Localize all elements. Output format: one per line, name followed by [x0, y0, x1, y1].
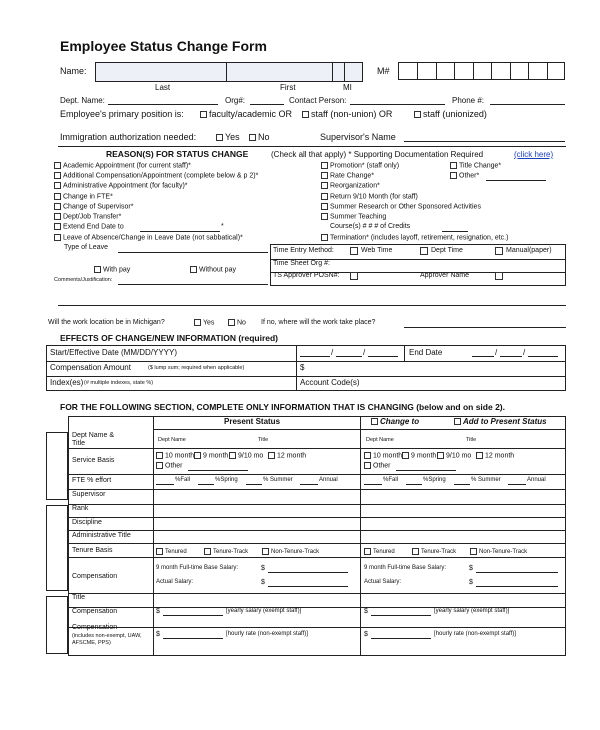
checkbox[interactable] — [450, 172, 457, 179]
reasons-heading: REASON(S) FOR STATUS CHANGE — [106, 149, 249, 159]
click-here-link[interactable]: (click here) — [514, 150, 554, 159]
checkbox[interactable] — [437, 452, 444, 459]
checkbox[interactable] — [268, 452, 275, 459]
side-box-3 — [46, 596, 68, 654]
michigan-no[interactable]: No — [228, 319, 246, 326]
date-sep: / — [495, 348, 498, 357]
present-summer-field[interactable] — [246, 484, 262, 485]
faculty-option[interactable]: faculty/academic OR — [200, 109, 292, 119]
other-field[interactable] — [486, 180, 546, 181]
new-yearly-label: [yearly salary (exempt staff)] — [434, 608, 510, 614]
name-label: Name: — [60, 66, 87, 76]
present-sb-12[interactable]: 12 month — [268, 452, 306, 459]
reason-fte[interactable]: Change in FTE* — [54, 193, 113, 200]
reason-termination[interactable]: Termination* (includes layoff, retirement, resignation, etc.) — [321, 234, 508, 241]
comments-label: Comments/Justification: — [54, 277, 113, 283]
immigration-no-checkbox[interactable] — [249, 134, 256, 141]
new-annual-label: Annual — [527, 477, 546, 483]
work-location-field[interactable] — [404, 327, 566, 328]
rank-label: Rank — [72, 505, 89, 512]
new-actual-dollar: $ — [469, 579, 473, 586]
end-month[interactable] — [472, 356, 494, 357]
phone-field[interactable] — [490, 104, 565, 105]
start-date-label: Start/Effective Date (MM/DD/YYYY) — [50, 348, 177, 357]
checkbox[interactable] — [321, 193, 328, 200]
supervisor-field[interactable] — [404, 141, 565, 142]
present-base-salary-field[interactable] — [268, 572, 348, 573]
reason-transfer[interactable]: Dept/Job Transfer* — [54, 213, 121, 220]
mi-label: MI — [343, 83, 352, 92]
m-number-field[interactable] — [398, 62, 565, 80]
title2-label: Title — [72, 594, 85, 601]
new-non-tenure-track[interactable]: Non-Tenure-Track — [470, 548, 527, 555]
checkbox[interactable] — [476, 452, 483, 459]
end-date-label: End Date — [409, 348, 443, 357]
date-sep: / — [363, 348, 366, 357]
add-present-header[interactable]: Add to Present Status — [454, 417, 547, 426]
present-tenured[interactable]: Tenured — [156, 548, 187, 555]
checkbox[interactable] — [262, 548, 269, 555]
present-actual-salary-label: Actual Salary: — [156, 579, 194, 585]
checkbox[interactable] — [204, 548, 211, 555]
immigration-label: Immigration authorization needed: — [60, 132, 197, 142]
michigan-label: Will the work location be in Michigan? — [48, 319, 165, 326]
title-label: Title — [72, 440, 85, 447]
comments-line[interactable] — [58, 305, 566, 306]
ts-approver-label: TS Approver POSN#: — [273, 272, 340, 279]
change-to-header[interactable]: Change to — [371, 417, 419, 426]
comp-amount-label: Compensation Amount — [50, 363, 131, 372]
checkbox[interactable] — [54, 223, 61, 230]
checkbox[interactable] — [194, 452, 201, 459]
reason-admin-appointment[interactable]: Administrative Appointment (for faculty)* — [54, 182, 188, 189]
present-sb-other[interactable]: Other — [156, 462, 183, 469]
present-summer-label: % Summer — [263, 477, 293, 483]
ts-approver-box[interactable] — [350, 272, 358, 280]
name-field[interactable] — [95, 62, 363, 82]
present-hourly-dollar: $ — [156, 631, 160, 638]
new-yearly-dollar: $ — [364, 608, 368, 615]
new-hourly-dollar: $ — [364, 631, 368, 638]
reasons-note: (Check all that apply) * Supporting Documentation Required — [271, 150, 484, 159]
reason-rate[interactable]: Rate Change* — [321, 172, 374, 179]
new-other-field[interactable] — [396, 470, 456, 471]
org-label: Org#: — [225, 96, 246, 105]
new-tenured[interactable]: Tenured — [364, 548, 395, 555]
reason-summer-research[interactable]: Summer Research or Other Sponsored Activities — [321, 203, 481, 210]
reason-extend-end[interactable]: Extend End Date to — [54, 223, 124, 230]
supervisor-row-label: Supervisor — [72, 491, 106, 498]
new-base-salary-field[interactable] — [476, 572, 558, 573]
type-of-leave-label: Type of Leave — [64, 244, 108, 251]
checkbox[interactable] — [54, 234, 61, 241]
index-note: (# multiple indexes, state %) — [84, 380, 154, 386]
present-fall-label: %Fall — [175, 477, 191, 483]
end-day[interactable] — [500, 356, 522, 357]
comp-nonexempt-note: (includes non-exempt, UAW, AFSCME, PPS) — [72, 633, 142, 646]
new-tenure-track[interactable]: Tenure-Track — [412, 548, 456, 555]
present-actual-dollar: $ — [261, 579, 265, 586]
web-time-label: Web Time — [361, 247, 393, 254]
reason-reorg[interactable]: Reorganization* — [321, 182, 380, 189]
immigration-yes-checkbox[interactable] — [216, 134, 223, 141]
contact-label: Contact Person: — [289, 96, 347, 105]
side-box-1 — [46, 432, 68, 500]
new-fall-field[interactable] — [364, 484, 382, 485]
michigan-yes[interactable]: Yes — [194, 319, 214, 326]
supervisor-label: Supervisor's Name — [320, 132, 396, 142]
date-sep: / — [523, 348, 526, 357]
present-spring-field[interactable] — [198, 484, 214, 485]
without-pay-option[interactable]: Without pay — [190, 266, 236, 273]
extend-end-date-field[interactable] — [140, 231, 220, 232]
new-sb-10[interactable]: 10 month — [364, 452, 402, 459]
checkbox[interactable] — [156, 462, 163, 469]
present-status-header: Present Status — [224, 417, 281, 426]
checkbox[interactable] — [94, 266, 101, 273]
new-dept-name-label: Dept Name — [366, 437, 394, 443]
extend-asterisk: * — [221, 223, 224, 230]
reason-return-9-10[interactable]: Return 9/10 Month (for staff) — [321, 193, 418, 200]
checkbox[interactable] — [371, 418, 378, 425]
checkbox[interactable] — [364, 462, 371, 469]
new-hourly-label: [hourly rate (non-exempt staff)] — [434, 631, 516, 637]
new-annual-field[interactable] — [508, 484, 526, 485]
new-summer-label: % Summer — [471, 477, 501, 483]
manual-label: Manual(paper) — [506, 247, 552, 254]
checkbox[interactable] — [54, 162, 61, 169]
new-actual-salary-label: Actual Salary: — [364, 579, 402, 585]
checkbox[interactable] — [156, 548, 163, 555]
reason-title-change[interactable]: Title Change* — [450, 162, 501, 169]
faculty-checkbox[interactable] — [200, 111, 207, 118]
new-hourly-field[interactable] — [371, 638, 431, 639]
new-spring-label: %Spring — [423, 477, 446, 483]
last-label: Last — [155, 83, 171, 92]
checkbox[interactable] — [54, 182, 61, 189]
new-yearly-field[interactable] — [371, 615, 431, 616]
new-sb-9[interactable]: 9 month — [402, 452, 436, 459]
effects-heading: EFFECTS OF CHANGE/NEW INFORMATION (required) — [60, 333, 279, 343]
checkbox[interactable] — [156, 452, 163, 459]
reason-academic[interactable]: Academic Appointment (for current staff)* — [54, 162, 191, 169]
present-hourly-field[interactable] — [163, 638, 223, 639]
type-of-leave-field[interactable] — [118, 252, 268, 253]
reason-additional-comp[interactable]: Additional Compensation/Appointment (complete below & p 2)* — [54, 172, 258, 179]
checkbox[interactable] — [321, 182, 328, 189]
present-other-field[interactable] — [188, 470, 248, 471]
immigration-yes[interactable]: Yes — [216, 132, 240, 142]
start-day[interactable] — [336, 356, 362, 357]
present-sb-9[interactable]: 9 month — [194, 452, 228, 459]
checkbox[interactable] — [321, 234, 328, 241]
new-sb-9-10[interactable]: 9/10 mo — [437, 452, 471, 459]
checkbox[interactable] — [412, 548, 419, 555]
start-month[interactable] — [300, 356, 330, 357]
present-yearly-label: [yearly salary (exempt staff)] — [226, 608, 302, 614]
reason-other[interactable]: Other* — [450, 172, 479, 179]
web-time-checkbox[interactable] — [350, 247, 358, 255]
first-label: First — [280, 83, 296, 92]
staff-union-checkbox[interactable] — [414, 111, 421, 118]
new-base-salary-label: 9 month Full-time Base Salary: — [364, 565, 447, 571]
present-annual-field[interactable] — [300, 484, 318, 485]
contact-field[interactable] — [350, 104, 445, 105]
checkbox[interactable] — [450, 162, 457, 169]
reason-promotion[interactable]: Promotion* (staff only) — [321, 162, 399, 169]
new-summer-field[interactable] — [454, 484, 470, 485]
present-actual-salary-field[interactable] — [268, 586, 348, 587]
approver-name-box[interactable] — [495, 272, 503, 280]
reason-supervisor[interactable]: Change of Supervisor* — [54, 203, 133, 210]
service-basis-label: Service Basis — [72, 457, 115, 464]
checkbox[interactable] — [54, 213, 61, 220]
checkbox[interactable] — [321, 172, 328, 179]
dept-name-label: Dept. Name: — [60, 96, 105, 105]
comments-field[interactable] — [118, 284, 268, 285]
discipline-label: Discipline — [72, 519, 102, 526]
reason-courses: Course(s) # # # of Credits — [330, 223, 411, 230]
checkbox[interactable] — [402, 452, 409, 459]
present-annual-label: Annual — [319, 477, 338, 483]
checkbox[interactable] — [321, 203, 328, 210]
position-label: Employee's primary position is: — [60, 109, 184, 119]
dept-time-checkbox[interactable] — [420, 247, 428, 255]
present-yearly-dollar: $ — [156, 608, 160, 615]
checkbox[interactable] — [54, 203, 61, 210]
reason-summer-teaching[interactable]: Summer Teaching — [321, 213, 386, 220]
checkbox[interactable] — [321, 213, 328, 220]
immigration-no[interactable]: No — [249, 132, 270, 142]
comp2-label: Compensation — [72, 608, 118, 615]
new-fall-label: %Fall — [383, 477, 399, 483]
present-non-tenure-track[interactable]: Non-Tenure-Track — [262, 548, 319, 555]
checkbox[interactable] — [54, 172, 61, 179]
present-spring-label: %Spring — [215, 477, 238, 483]
admin-title-label: Administrative Title — [72, 532, 131, 539]
index-label: Index(es) — [50, 378, 84, 387]
new-base-dollar: $ — [469, 565, 473, 572]
present-title-label: Title — [258, 437, 269, 443]
m-number-label: M# — [377, 66, 390, 76]
present-hourly-label: [hourly rate (non-exempt staff)] — [226, 631, 308, 637]
end-year[interactable] — [528, 356, 558, 357]
reason-leave[interactable]: Leave of Absence/Change in Leave Date (not sabbatical)* — [54, 234, 243, 241]
staff-nonunion-checkbox[interactable] — [302, 111, 309, 118]
checkbox[interactable] — [364, 452, 371, 459]
fte-label: FTE % effort — [72, 477, 112, 484]
new-spring-field[interactable] — [406, 484, 422, 485]
credits-field[interactable] — [442, 231, 468, 232]
present-base-salary-label: 9 month Full-time Base Salary: — [156, 565, 239, 571]
tenure-basis-label: Tenure Basis — [72, 547, 113, 554]
account-code-label: Account Code(s) — [300, 378, 360, 387]
checkbox[interactable] — [228, 319, 235, 326]
checkbox[interactable] — [364, 548, 371, 555]
staff-union-option[interactable]: staff (unionized) — [414, 109, 487, 119]
new-sb-12[interactable]: 12 month — [476, 452, 514, 459]
org-field[interactable] — [250, 104, 284, 105]
new-title-label: Title — [466, 437, 477, 443]
present-yearly-field[interactable] — [163, 615, 223, 616]
checkbox[interactable] — [470, 548, 477, 555]
comp-dollar: $ — [300, 363, 305, 372]
ts-org-label: Time Sheet Org #: — [273, 260, 330, 267]
form-title: Employee Status Change Form — [60, 38, 267, 54]
date-sep: / — [331, 348, 334, 357]
dept-name-title-label: Dept Name & — [72, 432, 115, 439]
with-pay-option[interactable]: With pay — [94, 266, 130, 273]
section2-heading: FOR THE FOLLOWING SECTION, COMPLETE ONLY INFORMATION THAT IS CHANGING (below and on side 2). — [60, 402, 505, 412]
checkbox[interactable] — [229, 452, 236, 459]
dept-name-field[interactable] — [108, 104, 218, 105]
present-tenure-track[interactable]: Tenure-Track — [204, 548, 248, 555]
comp-amount-note: ($ lump sum; required when applicable) — [148, 365, 245, 371]
compensation-label: Compensation — [72, 573, 118, 580]
checkbox[interactable] — [321, 162, 328, 169]
dept-time-label: Dept Time — [431, 247, 463, 254]
present-fall-field[interactable] — [156, 484, 174, 485]
comp3-label: Compensation — [72, 624, 118, 631]
checkbox[interactable] — [454, 418, 461, 425]
approver-name-label: Approver Name — [420, 272, 470, 279]
new-sb-other[interactable]: Other — [364, 462, 391, 469]
present-base-dollar: $ — [261, 565, 265, 572]
checkbox[interactable] — [190, 266, 197, 273]
side-box-2 — [46, 505, 68, 591]
staff-nonunion-option[interactable]: staff (non-union) OR — [302, 109, 392, 119]
phone-label: Phone #: — [452, 96, 485, 105]
checkbox[interactable] — [54, 193, 61, 200]
present-sb-10[interactable]: 10 month — [156, 452, 194, 459]
checkbox[interactable] — [194, 319, 201, 326]
present-dept-name-label: Dept Name — [158, 437, 186, 443]
michigan-followup: If no, where will the work take place? — [261, 319, 376, 326]
start-year[interactable] — [368, 356, 398, 357]
present-sb-9-10[interactable]: 9/10 mo — [229, 452, 263, 459]
time-entry-label: Time Entry Method: — [273, 247, 334, 254]
manual-checkbox[interactable] — [495, 247, 503, 255]
new-actual-salary-field[interactable] — [476, 586, 558, 587]
